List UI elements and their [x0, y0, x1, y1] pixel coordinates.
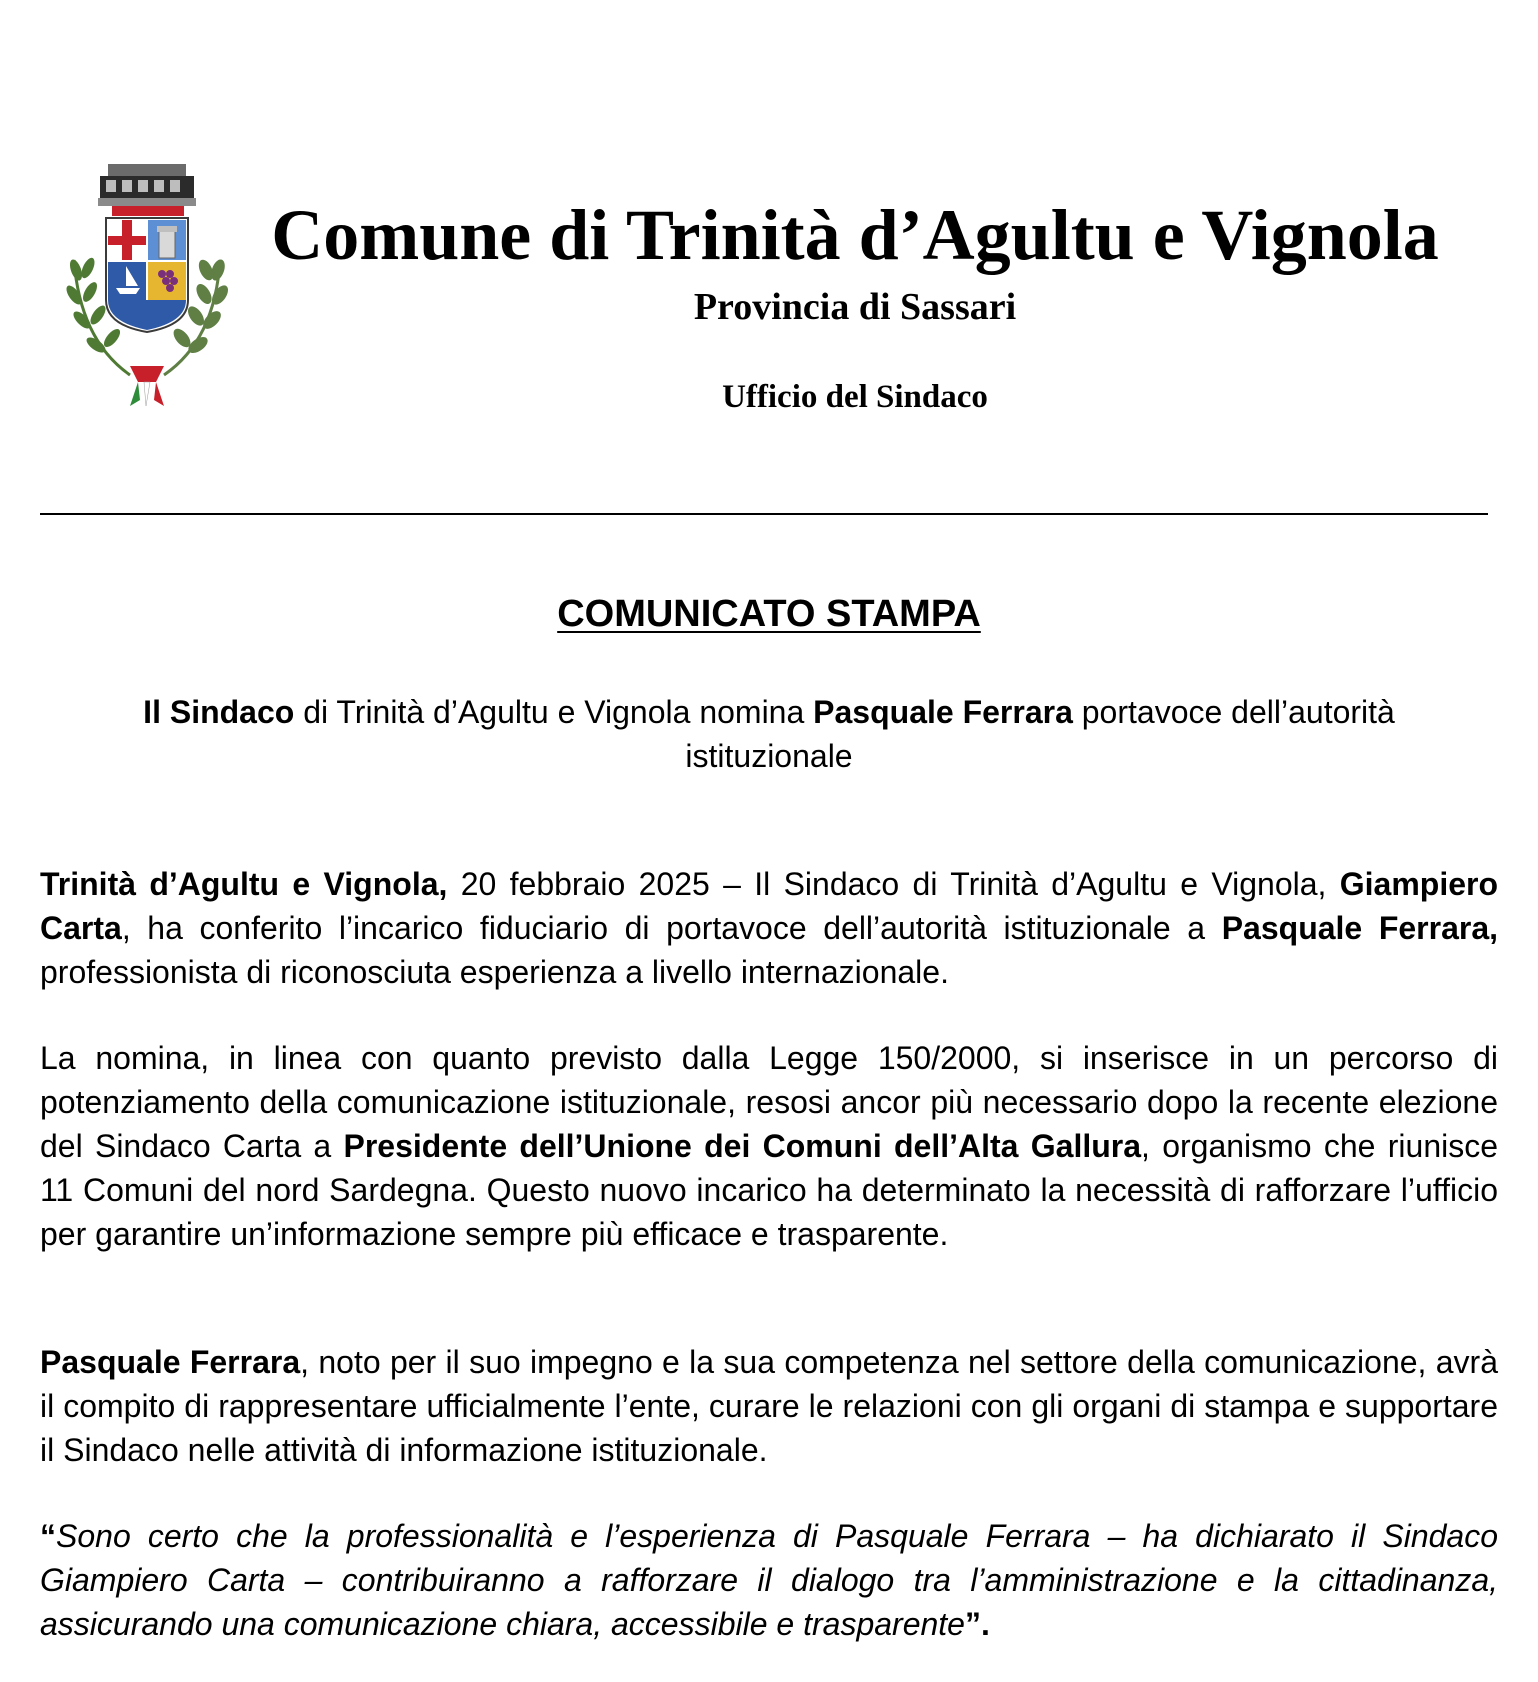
header-divider: [40, 513, 1488, 515]
paragraph-text: professionista di riconosciuta esperienza a livello internazionale.: [40, 954, 949, 990]
close-quote: ”: [964, 1606, 981, 1642]
coat-of-arms-icon: [60, 160, 240, 410]
mayor-name: Giampiero Carta: [40, 866, 1499, 946]
paragraph-role: [40, 1340, 1498, 1472]
mural-crown-icon: [98, 164, 196, 206]
dateline-place: Trinità d’Agultu e Vignola,: [40, 866, 448, 902]
municipality-name: Comune di Trinità d’Agultu e Vignola: [271, 195, 1439, 275]
tricolor-ribbon-icon: [130, 366, 164, 406]
subtitle-bold-mayor: Il Sindaco: [143, 694, 295, 730]
subtitle-text: di Trinità d’Agultu e Vignola nomina: [294, 694, 814, 730]
paragraph-appointment: [40, 1036, 1498, 1256]
quote-end: .: [980, 1606, 990, 1642]
paragraph-intro: [40, 862, 1498, 994]
spokesperson-name: Pasquale Ferrara,: [1221, 910, 1499, 946]
subtitle-bold-name: Pasquale Ferrara: [813, 694, 1073, 730]
page-title: COMUNICATO STAMPA: [557, 593, 981, 635]
subtitle-text-end: portavoce dell’autorità istituzionale: [685, 694, 1395, 774]
paragraph-text: , organismo che riunisce 11 Comuni del nord Sardegna. Questo nuovo incarico ha determinato la necessità di rafforzare l’ufficio per garantire un’informazione sempre più efficace e trasparente.: [40, 1128, 1499, 1252]
press-release-subtitle: [100, 690, 1438, 778]
shield-icon: [106, 218, 188, 332]
province-name: Provincia di Sassari: [693, 286, 1017, 328]
paragraph-text: , ha conferito l’incarico fiduciario di portavoce dell’autorità istituzionale a: [121, 910, 1222, 946]
union-president-title: Presidente dell’Unione dei Comuni dell’Alta Gallura: [343, 1128, 1142, 1164]
paragraph-text: 20 febbraio 2025 – Il Sindaco di Trinità d’Agultu e Vignola,: [447, 866, 1340, 902]
office-name: Ufficio del Sindaco: [722, 379, 988, 415]
paragraph-text: La nomina, in linea con quanto previsto dalla Legge 150/2000, si inserisce in un percorso di potenziamento della comunicazione istituzionale, resosi ancor più necessario dopo la recente elezione del Sindaco Carta a: [40, 1040, 1498, 1164]
paragraph-quote: [40, 1514, 1498, 1646]
quote-text: Sono certo che la professionalità e l’esperienza di Pasquale Ferrara – ha dichiarato il Sindaco Giampiero Carta – contribuiranno a rafforzare il dialogo tra l’amministrazione e la cittadinanza, assicurando una comunicazione chiara, accessibile e trasparente: [40, 1518, 1498, 1642]
spokesperson-name: Pasquale Ferrara: [40, 1344, 301, 1380]
paragraph-text: , noto per il suo impegno e la sua competenza nel settore della comunicazione, avrà il compito di rappresentare ufficialmente l’ente, curare le relazioni con gli organi di stampa e supportare il Sindaco nelle attività di informazione istituzionale.: [40, 1344, 1499, 1468]
open-quote: “: [40, 1518, 56, 1554]
